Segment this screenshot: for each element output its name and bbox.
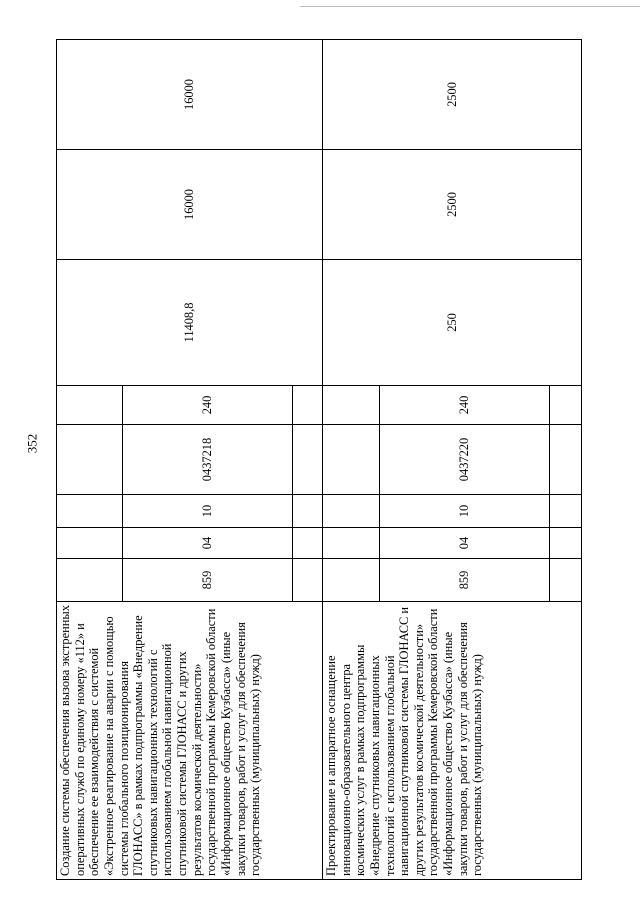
empty-cell [293,495,323,528]
empty-cell [57,495,123,528]
empty-cell [57,528,123,559]
empty-cell [323,559,380,602]
empty-cell [293,559,323,602]
table-row [323,40,380,880]
empty-cell [57,425,123,495]
row-2-csr: 0437220 [380,425,550,495]
empty-cell [323,528,380,559]
top-edge-line [300,6,640,7]
row-1-rz: 04 [123,528,293,559]
row-1-year-1: 11408,8 [57,260,323,386]
empty-cell [550,386,582,425]
empty-cell [323,495,380,528]
table-row [57,40,123,880]
row-1-year-2: 16000 [57,150,323,260]
empty-cell [293,528,323,559]
empty-cell [293,425,323,495]
row-2-pr: 10 [380,495,550,528]
empty-cell [550,495,582,528]
empty-cell [57,386,123,425]
row-2-rz: 04 [380,528,550,559]
row-2-year-1: 250 [323,260,582,386]
empty-cell [293,386,323,425]
row-1-vr: 240 [123,386,293,425]
row-2-ved: 859 [380,559,550,602]
row-2-description: Проектирование и аппаратное оснащение инновационно-образовательного центра космических услуг в рамках подпрограммы «Внедрение спутниковых навигационных технологий с использованием глобальной навигационной спутниковой системы ГЛОНАСС и других результатов космической деятельности» государственной программы Кемеровской области «Информационное общество Кузбасса» (иные закупки товаров, работ и услуг для обеспечения государственных (муниципальных) нужд) [323,602,582,880]
empty-cell [550,559,582,602]
page-number: 352 [24,433,40,454]
empty-cell [323,386,380,425]
row-2-year-2: 2500 [323,150,582,260]
empty-cell [550,425,582,495]
row-1-ved: 859 [123,559,293,602]
rotated-table-wrapper [56,40,581,880]
row-1-csr: 0437218 [123,425,293,495]
row-1-pr: 10 [123,495,293,528]
budget-table-area [56,40,581,880]
row-1-description: Создание системы обеспечения вызова экстренных оперативных служб по единому номеру «112» и обеспечение ее взаимодействия с системой «Экстренное реагирование на аварии с помощью системы глобального позиционирования ГЛОНАСС» в рамках подпрограммы «Внедрение спутниковых навигационных технологий с использованием глобальной навигационной спутниковой системы ГЛОНАСС и других результатов космической деятельности» государственной программы Кемеровской области «Информационное общество Кузбасса» (иные закупки товаров, работ и услуг для обеспечения государственных (муниципальных) нужд) [57,602,323,880]
row-2-year-3: 2500 [323,40,582,150]
row-1-year-3: 16000 [57,40,323,150]
empty-cell [57,559,123,602]
budget-table [56,39,582,880]
empty-cell [550,528,582,559]
empty-cell [323,425,380,495]
row-2-vr: 240 [380,386,550,425]
